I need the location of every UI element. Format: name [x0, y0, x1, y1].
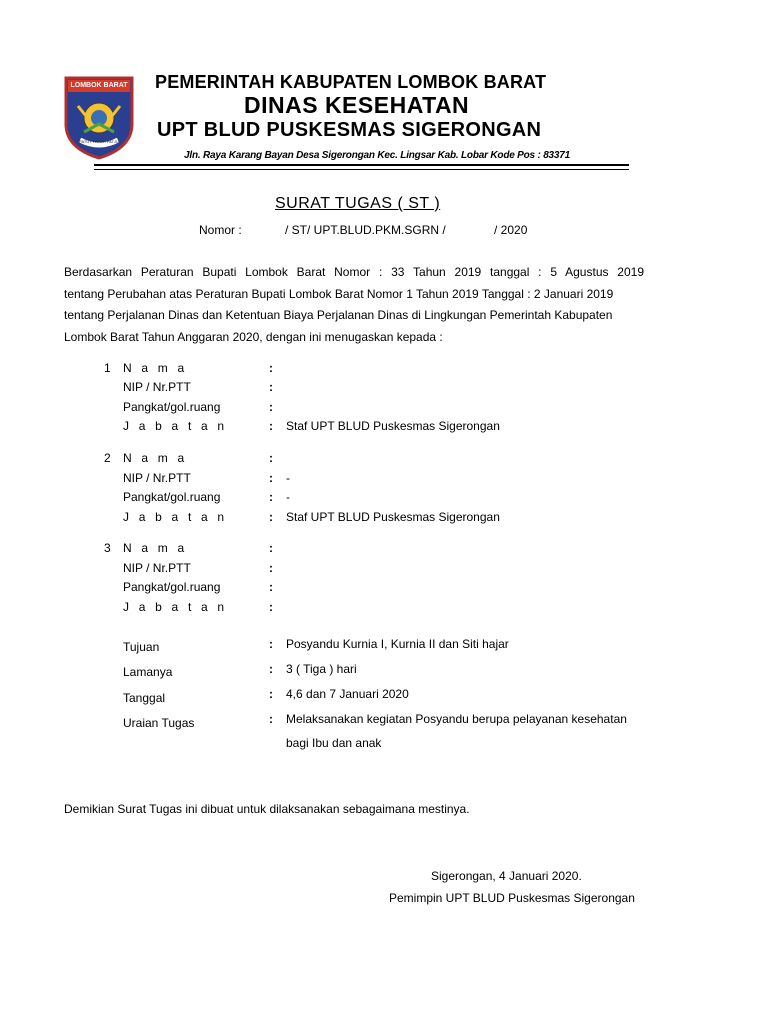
intro-line: tentang Perjalanan Dinas dan Ketentuan Biaya Perjalanan Dinas di Lingkungan Pemerintah Kabupaten [64, 308, 613, 322]
nama-label: N a m a [123, 451, 188, 465]
letterhead-rule-thick [94, 164, 629, 166]
tujuan-value: Posyandu Kurnia I, Kurnia II dan Siti hajar [286, 637, 509, 651]
jabatan-label: J a b a t a n [123, 419, 228, 433]
lamanya-value: 3 ( Tiga ) hari [286, 662, 357, 676]
closing-statement: Demikian Surat Tugas ini dibuat untuk dilaksanakan sebagaimana mestinya. [64, 802, 470, 816]
colon: : [269, 600, 273, 614]
pangkat-label: Pangkat/gol.ruang [123, 490, 221, 504]
colon: : [269, 561, 273, 575]
tanggal-value: 4,6 dan 7 Januari 2020 [286, 687, 409, 701]
nip-label: NIP / Nr.PTT [123, 380, 191, 394]
colon: : [269, 471, 273, 485]
letterhead-department: DINAS KESEHATAN [244, 92, 470, 118]
colon: : [269, 510, 273, 524]
pangkat-label: Pangkat/gol.ruang [123, 580, 221, 594]
nip-label: NIP / Nr.PTT [123, 561, 191, 575]
letterhead-unit: UPT BLUD PUSKESMAS SIGERONGAN [157, 119, 542, 141]
pangkat-value: - [286, 490, 290, 504]
nomor-year: / 2020 [494, 223, 528, 237]
regency-logo [64, 76, 134, 160]
colon: : [269, 687, 273, 701]
colon: : [269, 361, 273, 375]
letterhead-rule-thin [94, 169, 629, 170]
colon: : [269, 490, 273, 504]
lamanya-label: Lamanya [123, 665, 173, 679]
colon: : [269, 380, 273, 394]
logo-motto: PATUT PATUH PATJU [79, 139, 119, 144]
intro-line: Lombok Barat Tahun Anggaran 2020, dengan ini menugaskan kepada : [64, 330, 443, 344]
letterhead-government: PEMERINTAH KABUPATEN LOMBOK BARAT [155, 72, 547, 92]
signature-place-date: Sigerongan, 4 Januari 2020. [431, 869, 582, 883]
uraian-label: Uraian Tugas [123, 716, 195, 730]
signature-position: Pemimpin UPT BLUD Puskesmas Sigerongan [389, 891, 635, 905]
colon: : [269, 400, 273, 414]
uraian-value-line1: Melaksanakan kegiatan Posyandu berupa pelayanan kesehatan [286, 712, 627, 726]
nip-label: NIP / Nr.PTT [123, 471, 191, 485]
jabatan-value: Staf UPT BLUD Puskesmas Sigerongan [286, 510, 500, 524]
intro-line: Berdasarkan Peraturan Bupati Lombok Barat Nomor : 33 Tahun 2019 tanggal : 5 Agustus 2019 [64, 265, 644, 279]
logo-label: LOMBOK BARAT [70, 82, 128, 89]
jabatan-label: J a b a t a n [123, 510, 228, 524]
nomor-code: / ST/ UPT.BLUD.PKM.SGRN / [285, 223, 446, 237]
colon: : [269, 637, 273, 651]
nomor-label: Nomor : [199, 223, 242, 237]
letterhead-address: Jln. Raya Karang Bayan Desa Sigerongan Kec. Lingsar Kab. Lobar Kode Pos : 83371 [184, 150, 570, 161]
nip-value: - [286, 471, 290, 485]
colon: : [269, 662, 273, 676]
pangkat-label: Pangkat/gol.ruang [123, 400, 221, 414]
jabatan-label: J a b a t a n [123, 600, 228, 614]
colon: : [269, 712, 273, 726]
person-number: 2 [104, 451, 111, 465]
person-number: 3 [104, 541, 111, 555]
colon: : [269, 541, 273, 555]
person-number: 1 [104, 361, 111, 375]
tujuan-label: Tujuan [123, 640, 160, 654]
nama-label: N a m a [123, 541, 188, 555]
tanggal-label: Tanggal [123, 691, 166, 705]
colon: : [269, 451, 273, 465]
uraian-value-line2: bagi Ibu dan anak [286, 736, 382, 750]
colon: : [269, 419, 273, 433]
document-title: SURAT TUGAS ( ST ) [275, 195, 441, 212]
jabatan-value: Staf UPT BLUD Puskesmas Sigerongan [286, 419, 500, 433]
intro-line: tentang Perubahan atas Peraturan Bupati Lombok Barat Nomor 1 Tahun 2019 Tanggal : 2 Januari 2019 [64, 287, 614, 301]
colon: : [269, 580, 273, 594]
nama-label: N a m a [123, 361, 188, 375]
